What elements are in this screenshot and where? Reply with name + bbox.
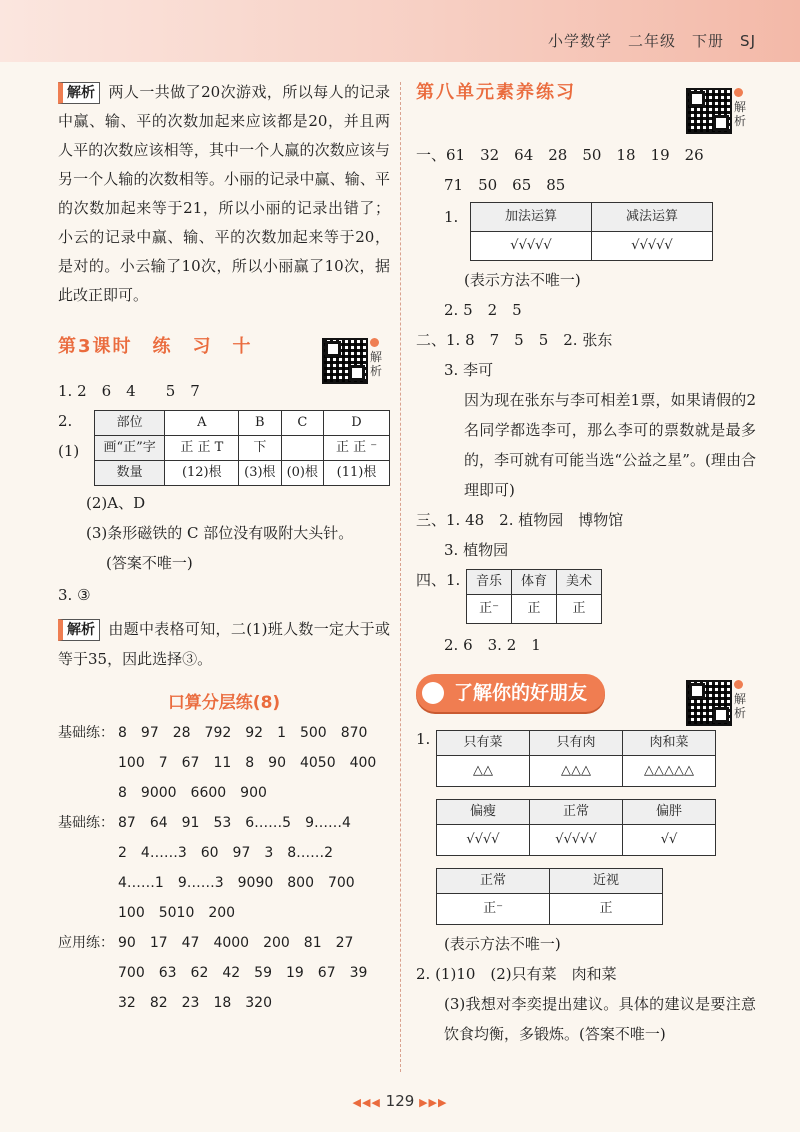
question-2-part-3: (3)条形磁铁的 C 部位没有吸附大头针。	[86, 524, 354, 542]
table-cell: 正	[557, 595, 602, 624]
play-dot-icon	[370, 338, 379, 347]
table-header: 美术	[557, 570, 602, 595]
table-cell: 正 正 T	[165, 436, 239, 461]
calc-line: 700 63 62 42 59 19 67 39	[118, 965, 368, 981]
q-label: 四、1.	[416, 571, 461, 589]
qr-label	[370, 336, 384, 378]
question-1: 1. 2 6 4 5 7	[58, 382, 200, 400]
table-cell: 正⁻	[437, 894, 550, 925]
qr-label	[734, 678, 748, 720]
note-2: (表示方法不唯一)	[444, 935, 561, 953]
table-header: A	[165, 411, 239, 436]
table-cell: √√√√√	[471, 232, 592, 261]
right-column	[416, 78, 756, 1049]
calc-line: 32 82 23 18 320	[118, 995, 272, 1011]
question-2	[58, 406, 390, 486]
qr-label-text: 解析	[734, 100, 747, 128]
question-3: 3. ③	[58, 586, 91, 604]
table-cell: √√	[623, 825, 716, 856]
friend-q3: (3)我想对李奕提出建议。具体的建议是要注意饮食均衡，多锻炼。(答案不唯一)	[444, 995, 756, 1043]
friend-tables	[436, 724, 716, 925]
tally-table-1	[470, 202, 713, 261]
page-number	[0, 1092, 800, 1110]
calc-values: 90 17 47 4000 200 81 27	[118, 935, 354, 951]
food-table	[436, 730, 716, 787]
table-cell: 下	[239, 436, 281, 461]
analysis-text-1: 两人一共做了20次游戏，所以每人的记录中赢、输、平的次数加起来应该都是20，并且两人平的次数应该相等，其中一个人赢的次数应该与另一个人输的次数相等。小丽的记录中赢、输、平的次数加起来等于21，所以小丽的记录出错了；小云的记录中赢、输、平的次数加起来等于20，是对的。小云输了10次，所以小丽赢了10次，据此改正即可。	[58, 83, 390, 304]
calc-values: 8 97 28 792 92 1 500 870	[118, 725, 368, 741]
table-cell: (0)根	[281, 461, 323, 486]
left-column	[58, 78, 390, 1018]
part-1-line-2: 71 50 65 85	[444, 176, 566, 194]
calc-line: 8 9000 6600 900	[118, 785, 267, 801]
table-header: 体育	[512, 570, 557, 595]
table-cell: △△△△△	[623, 756, 716, 787]
analysis-tag: 解析	[58, 619, 100, 641]
q-label: 1.	[416, 730, 431, 748]
vision-table	[436, 868, 663, 925]
calc-line: 100 7 67 11 8 90 4050 400	[118, 755, 377, 771]
question-2-note: (答案不唯一)	[106, 554, 193, 572]
part-3-line: 三、1. 48 2. 植物园 博物馆	[416, 511, 624, 529]
table-header: 偏胖	[623, 800, 716, 825]
table-cell: 正	[512, 595, 557, 624]
calc-line	[58, 808, 390, 838]
table-cell: 数量	[94, 461, 165, 486]
play-dot-icon	[734, 680, 743, 689]
analysis-paragraph-2	[58, 614, 390, 674]
table-cell: (11)根	[324, 461, 390, 486]
table-cell: (3)根	[239, 461, 281, 486]
table-header: 只有菜	[437, 731, 530, 756]
table-cell: △△	[437, 756, 530, 787]
calc-line: 2 4……3 60 97 3 8……2	[118, 845, 334, 861]
table-cell: (12)根	[165, 461, 239, 486]
qr-code-icon[interactable]	[686, 88, 732, 134]
part-4-q2: 2. 6 3. 2 1	[444, 636, 541, 654]
unit-title: 第八单元素养练习	[416, 82, 576, 103]
table-cell: √√√√	[437, 825, 530, 856]
analysis-paragraph-1	[58, 78, 390, 310]
analysis-tag: 解析	[58, 82, 100, 104]
note-1: (表示方法不唯一)	[464, 271, 581, 289]
part-1-line-1: 一、61 32 64 28 50 18 19 26	[416, 146, 704, 164]
banner-text: 了解你的好朋友	[454, 682, 588, 704]
table-cell: △△△	[530, 756, 623, 787]
table-header: 部位	[94, 411, 165, 436]
friend-q1	[416, 724, 756, 925]
part-4-q1	[416, 565, 756, 624]
tally-table-2	[466, 569, 602, 624]
magnet-table	[94, 410, 390, 486]
table-header: B	[239, 411, 281, 436]
analysis-text-2: 由题中表格可知，二(1)班人数一定大于或等于35，因此选择③。	[58, 620, 390, 668]
table-header: 偏瘦	[437, 800, 530, 825]
table-header: 肉和菜	[623, 731, 716, 756]
qr-label-text: 解析	[734, 692, 747, 720]
qr-code-icon[interactable]	[322, 338, 368, 384]
part-1-q2: 2. 5 2 5	[444, 301, 522, 319]
table-cell: 正⁻	[467, 595, 512, 624]
qr-label	[734, 86, 748, 128]
table-cell: √√√√√	[592, 232, 713, 261]
calc-line	[58, 928, 390, 958]
table-header: 音乐	[467, 570, 512, 595]
table-cell	[281, 436, 323, 461]
page-header: 小学数学 二年级 下册 SJ	[548, 32, 756, 50]
table-header: 正常	[437, 869, 550, 894]
calc-label: 基础练：	[58, 815, 114, 831]
page-number-text: 129	[385, 1092, 415, 1110]
q-label: 1.	[444, 208, 459, 226]
friend-q2: 2. (1)10 (2)只有菜 肉和菜	[416, 965, 617, 983]
part-3-q3: 3. 植物园	[444, 541, 509, 559]
calc-label: 基础练：	[58, 725, 114, 741]
qr-code-icon[interactable]	[686, 680, 732, 726]
circle-icon	[422, 682, 444, 704]
right-arrows-icon: ▶▶▶	[419, 1096, 448, 1109]
table-cell: √√√√√	[530, 825, 623, 856]
table-header: 近视	[550, 869, 663, 894]
part-2-line: 二、1. 8 7 5 5 2. 张东	[416, 331, 613, 349]
table-header: 加法运算	[471, 203, 592, 232]
play-dot-icon	[734, 88, 743, 97]
table-header: 减法运算	[592, 203, 713, 232]
weight-table	[436, 799, 716, 856]
question-2-prefix: 2. (1)	[58, 412, 80, 460]
table-cell: 正	[550, 894, 663, 925]
left-arrows-icon: ◀◀◀	[352, 1096, 381, 1109]
oral-calc-block	[58, 718, 390, 1018]
calc-line: 100 5010 200	[118, 905, 236, 921]
table-header: 正常	[530, 800, 623, 825]
part-2-q3: 3. 李可	[444, 361, 494, 379]
calc-line	[58, 718, 390, 748]
qr-label-text: 解析	[370, 350, 383, 378]
calc-label: 应用练：	[58, 935, 114, 951]
table-header: C	[281, 411, 323, 436]
table-header: 只有肉	[530, 731, 623, 756]
calc-line: 4……1 9……3 9090 800 700	[118, 875, 355, 891]
table-cell: 画“正”字	[94, 436, 165, 461]
table-cell: 正 正 ⁻	[324, 436, 390, 461]
section-title: 第3课时 练 习 十	[58, 336, 253, 357]
column-divider	[400, 82, 401, 1072]
friend-banner	[416, 674, 605, 712]
part-1-q1	[416, 202, 756, 261]
question-2-part-2: (2)A、D	[86, 494, 146, 512]
table-header: D	[324, 411, 390, 436]
calc-values: 87 64 91 53 6……5 9……4	[118, 815, 351, 831]
part-2-reason: 因为现在张东与李可相差1票，如果请假的2名同学都选李可，那么李可的票数就是最多的，李可就有可能当选“公益之星”。(理由合理即可)	[464, 391, 756, 499]
oral-calc-title: 口算分层练(8)	[167, 693, 281, 713]
